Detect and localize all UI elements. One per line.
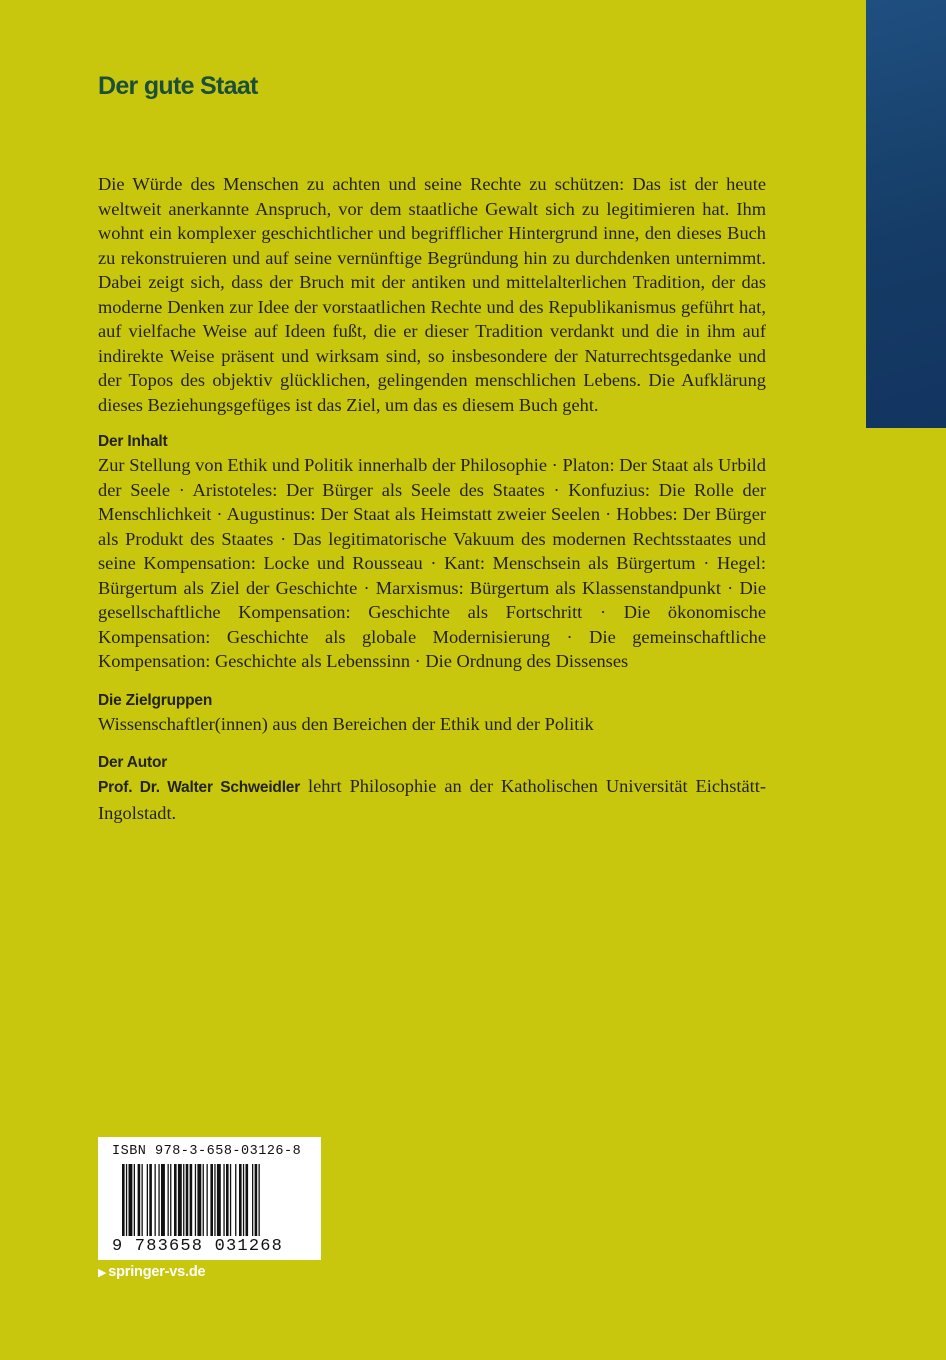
barcode-bars bbox=[122, 1164, 302, 1236]
barcode-bar bbox=[259, 1164, 260, 1236]
book-description: Die Würde des Menschen zu achten und seine Rechte zu schützen: Das ist der heute weltweit anerkannte Anspruch, vor dem staatliche Gewalt sich zu legitimieren hat. Ihm wohnt ein komplexer geschichtlicher und begrifflicher Hintergrund inne, den dieses Buch zu rekonstruieren und auf seine vernünftige Begründung hin zu durchdenken unternimmt. Dabei zeigt sich, dass der Bruch mit der antiken und mittelalterlichen Tradition, der das moderne Denken zur Idee der vorstaatlichen Rechte und des Republikanismus geführt hat, auf vielfache Weise auf Ideen fußt, die er dieser Tradition verdankt und die in ihm auf indirekte Weise präsent und wirksam sind, so insbesondere der Naturrechtsgedanke und der Topos des objektiv glücklichen, gelingenden menschlichen Lebens. Die Aufklärung dieses Beziehungsgefüges ist das Ziel, um das es diesem Buch geht. bbox=[98, 174, 766, 415]
barcode-bar bbox=[243, 1164, 244, 1236]
barcode-bar bbox=[126, 1164, 127, 1236]
barcode-bar bbox=[174, 1164, 177, 1236]
back-cover-text bbox=[98, 172, 766, 825]
author-text bbox=[98, 774, 766, 825]
barcode-bar bbox=[214, 1164, 215, 1236]
barcode-bar bbox=[161, 1164, 165, 1236]
barcode-bar bbox=[147, 1164, 148, 1236]
author-bio: lehrt Philosophie an der Katholischen Universität Eichstätt-Ingolstadt. bbox=[98, 776, 766, 823]
barcode-bar bbox=[195, 1164, 196, 1236]
contents-text: Zur Stellung von Ethik und Politik innerhalb der Philosophie · Platon: Der Staat als Urbild der Seele · Aristoteles: Der Bürger als Seele des Staates · Konfuzius: Die Rolle der Menschlichkeit · Augustinus: Der Staat als Heimstatt zweier Seelen · Hobbes: Der Bürger als Produkt des Staates · Das legitimatorische Vakuum des modernen Rechtsstaates und seine Kompensation: Locke und Rousseau · Kant: Menschsein als Bürgertum · Hegel: Bürgertum als Ziel der Geschichte · Marxismus: Bürgertum als Klassenstandpunkt · Die gesellschaftliche Kompensation: Geschichte als Fortschritt · Die ökonomische Kompensation: Geschichte als globale Modernisierung · Die gemeinschaftliche Kompensation: Geschichte als Lebenssinn · Die Ordnung des Dissenses bbox=[98, 455, 766, 671]
barcode-bar bbox=[226, 1164, 229, 1236]
barcode-bar bbox=[197, 1164, 201, 1236]
barcode-bar bbox=[149, 1164, 152, 1236]
barcode-bar bbox=[178, 1164, 182, 1236]
arrow-right-icon: ▶ bbox=[98, 1267, 107, 1279]
barcode-bar bbox=[207, 1164, 208, 1236]
publisher-url: springer-vs.de bbox=[108, 1264, 206, 1280]
barcode-bar bbox=[239, 1164, 242, 1236]
contents-heading: Der Inhalt bbox=[98, 433, 168, 450]
barcode-bar bbox=[230, 1164, 231, 1236]
barcode-bar bbox=[158, 1164, 159, 1236]
barcode-bar bbox=[190, 1164, 193, 1236]
barcode-bar bbox=[255, 1164, 258, 1236]
barcode-bar bbox=[183, 1164, 184, 1236]
isbn-label: ISBN 978-3-658-03126-8 bbox=[112, 1144, 302, 1159]
barcode-bar bbox=[217, 1164, 221, 1236]
barcode-bar bbox=[246, 1164, 249, 1236]
barcode-bar bbox=[203, 1164, 204, 1236]
barcode-bar bbox=[142, 1164, 143, 1236]
publisher-link[interactable] bbox=[98, 1264, 205, 1280]
cover-side-band bbox=[866, 0, 946, 428]
barcode-bar bbox=[138, 1164, 141, 1236]
barcode-bar bbox=[223, 1164, 224, 1236]
book-title: Der gute Staat bbox=[98, 72, 258, 100]
barcode-bar bbox=[155, 1164, 156, 1236]
barcode-bar bbox=[129, 1164, 133, 1236]
barcode-bar bbox=[252, 1164, 253, 1236]
barcode-bar bbox=[170, 1164, 171, 1236]
author-name: Prof. Dr. Walter Schweidler bbox=[98, 779, 301, 796]
barcode-bar bbox=[134, 1164, 135, 1236]
barcode-bar bbox=[168, 1164, 169, 1236]
isbn-barcode bbox=[98, 1137, 321, 1260]
barcode-bar bbox=[210, 1164, 213, 1236]
barcode-bar bbox=[122, 1164, 125, 1236]
audience-text: Wissenschaftler(innen) aus den Bereichen der Ethik und der Politik bbox=[98, 713, 594, 734]
barcode-bar bbox=[235, 1164, 236, 1236]
barcode-bar bbox=[186, 1164, 189, 1236]
author-heading: Der Autor bbox=[98, 754, 168, 771]
barcode-digits: 9 783658 031268 bbox=[112, 1237, 284, 1256]
audience-heading: Die Zielgruppen bbox=[98, 691, 213, 709]
